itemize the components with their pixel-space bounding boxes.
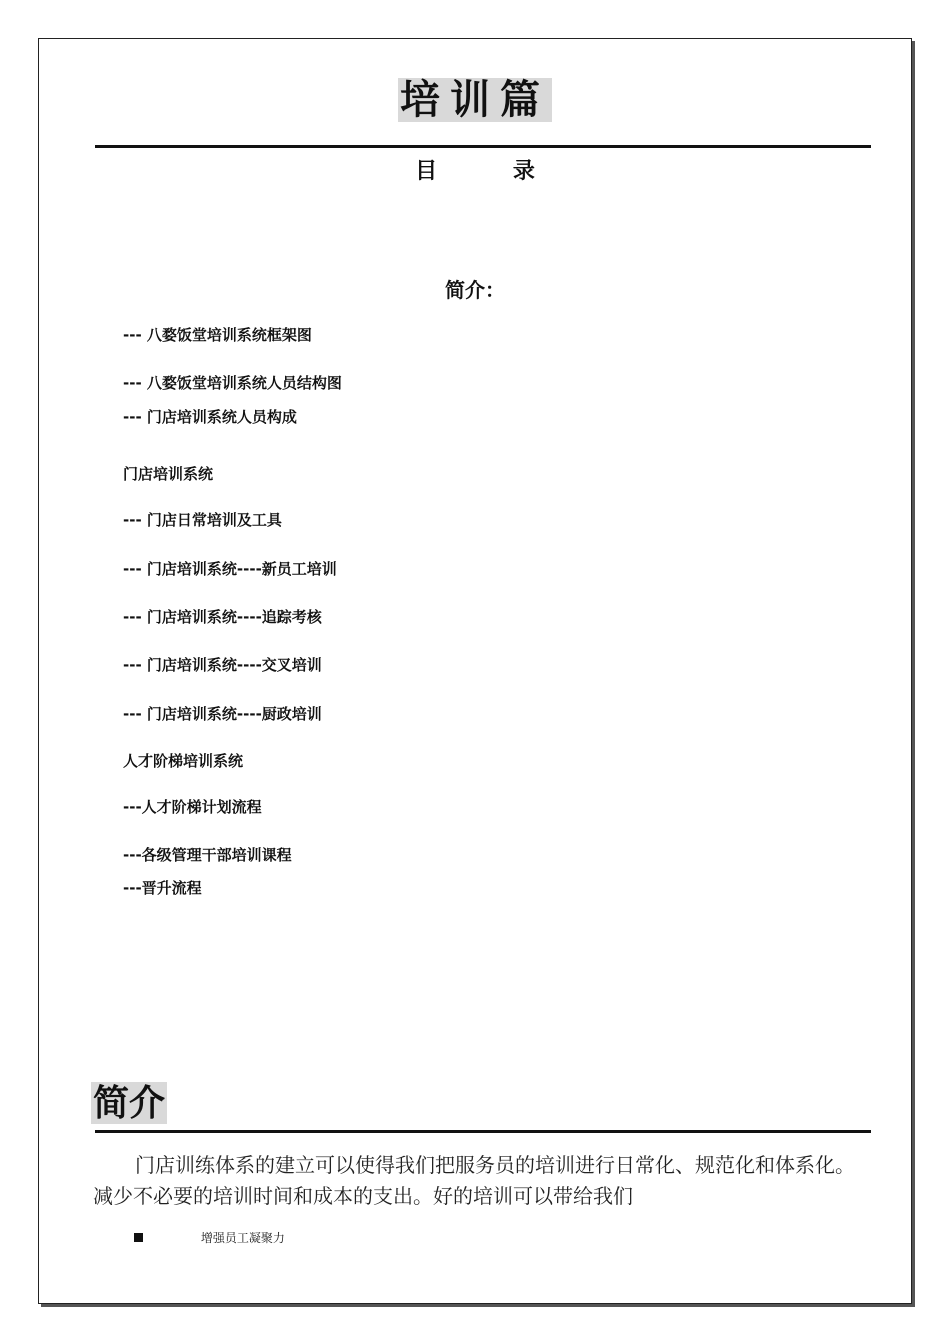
toc-item[interactable]: --- 门店培训系统人员构成 (123, 408, 297, 426)
toc-section[interactable]: 门店培训系统 (123, 465, 214, 483)
toc-section[interactable]: 人才阶梯培训系统 (123, 752, 244, 770)
toc-item[interactable]: --- 门店培训系统----追踪考核 (123, 608, 322, 626)
section-divider (95, 1130, 871, 1133)
intro-heading: 简介： (445, 278, 505, 302)
bullet-text: 增强员工凝聚力 (200, 1231, 285, 1245)
toc-item[interactable]: --- 门店培训系统----新员工培训 (123, 560, 337, 578)
toc-item[interactable]: --- 门店日常培训及工具 (123, 511, 282, 529)
toc-item[interactable]: ---人才阶梯计划流程 (123, 798, 262, 816)
toc-item[interactable]: --- 八婺饭堂培训系统框架图 (123, 326, 312, 344)
toc-item[interactable]: --- 门店培训系统----厨政培训 (123, 705, 322, 723)
section-title-wrap (91, 1082, 167, 1124)
toc-item[interactable]: --- 八婺饭堂培训系统人员结构图 (123, 374, 342, 392)
bullet-list-item (134, 1229, 285, 1246)
intro-paragraph: 门店训练体系的建立可以使得我们把服务员的培训进行日常化、规范化和体系化。减少不必要的培训时间和成本的支出。好的培训可以带给我们 (93, 1153, 855, 1208)
toc-item[interactable]: ---晋升流程 (123, 879, 202, 897)
document-title-wrap (0, 78, 950, 122)
section-title: 简介 (93, 1082, 166, 1124)
toc-item[interactable]: ---各级管理干部培训课程 (123, 846, 292, 864)
document-title: 培训篇 (400, 76, 550, 123)
toc-heading: 目 录 (415, 158, 569, 184)
title-divider (95, 145, 871, 148)
square-bullet-icon (134, 1233, 143, 1242)
toc-item[interactable]: --- 门店培训系统----交叉培训 (123, 656, 322, 674)
